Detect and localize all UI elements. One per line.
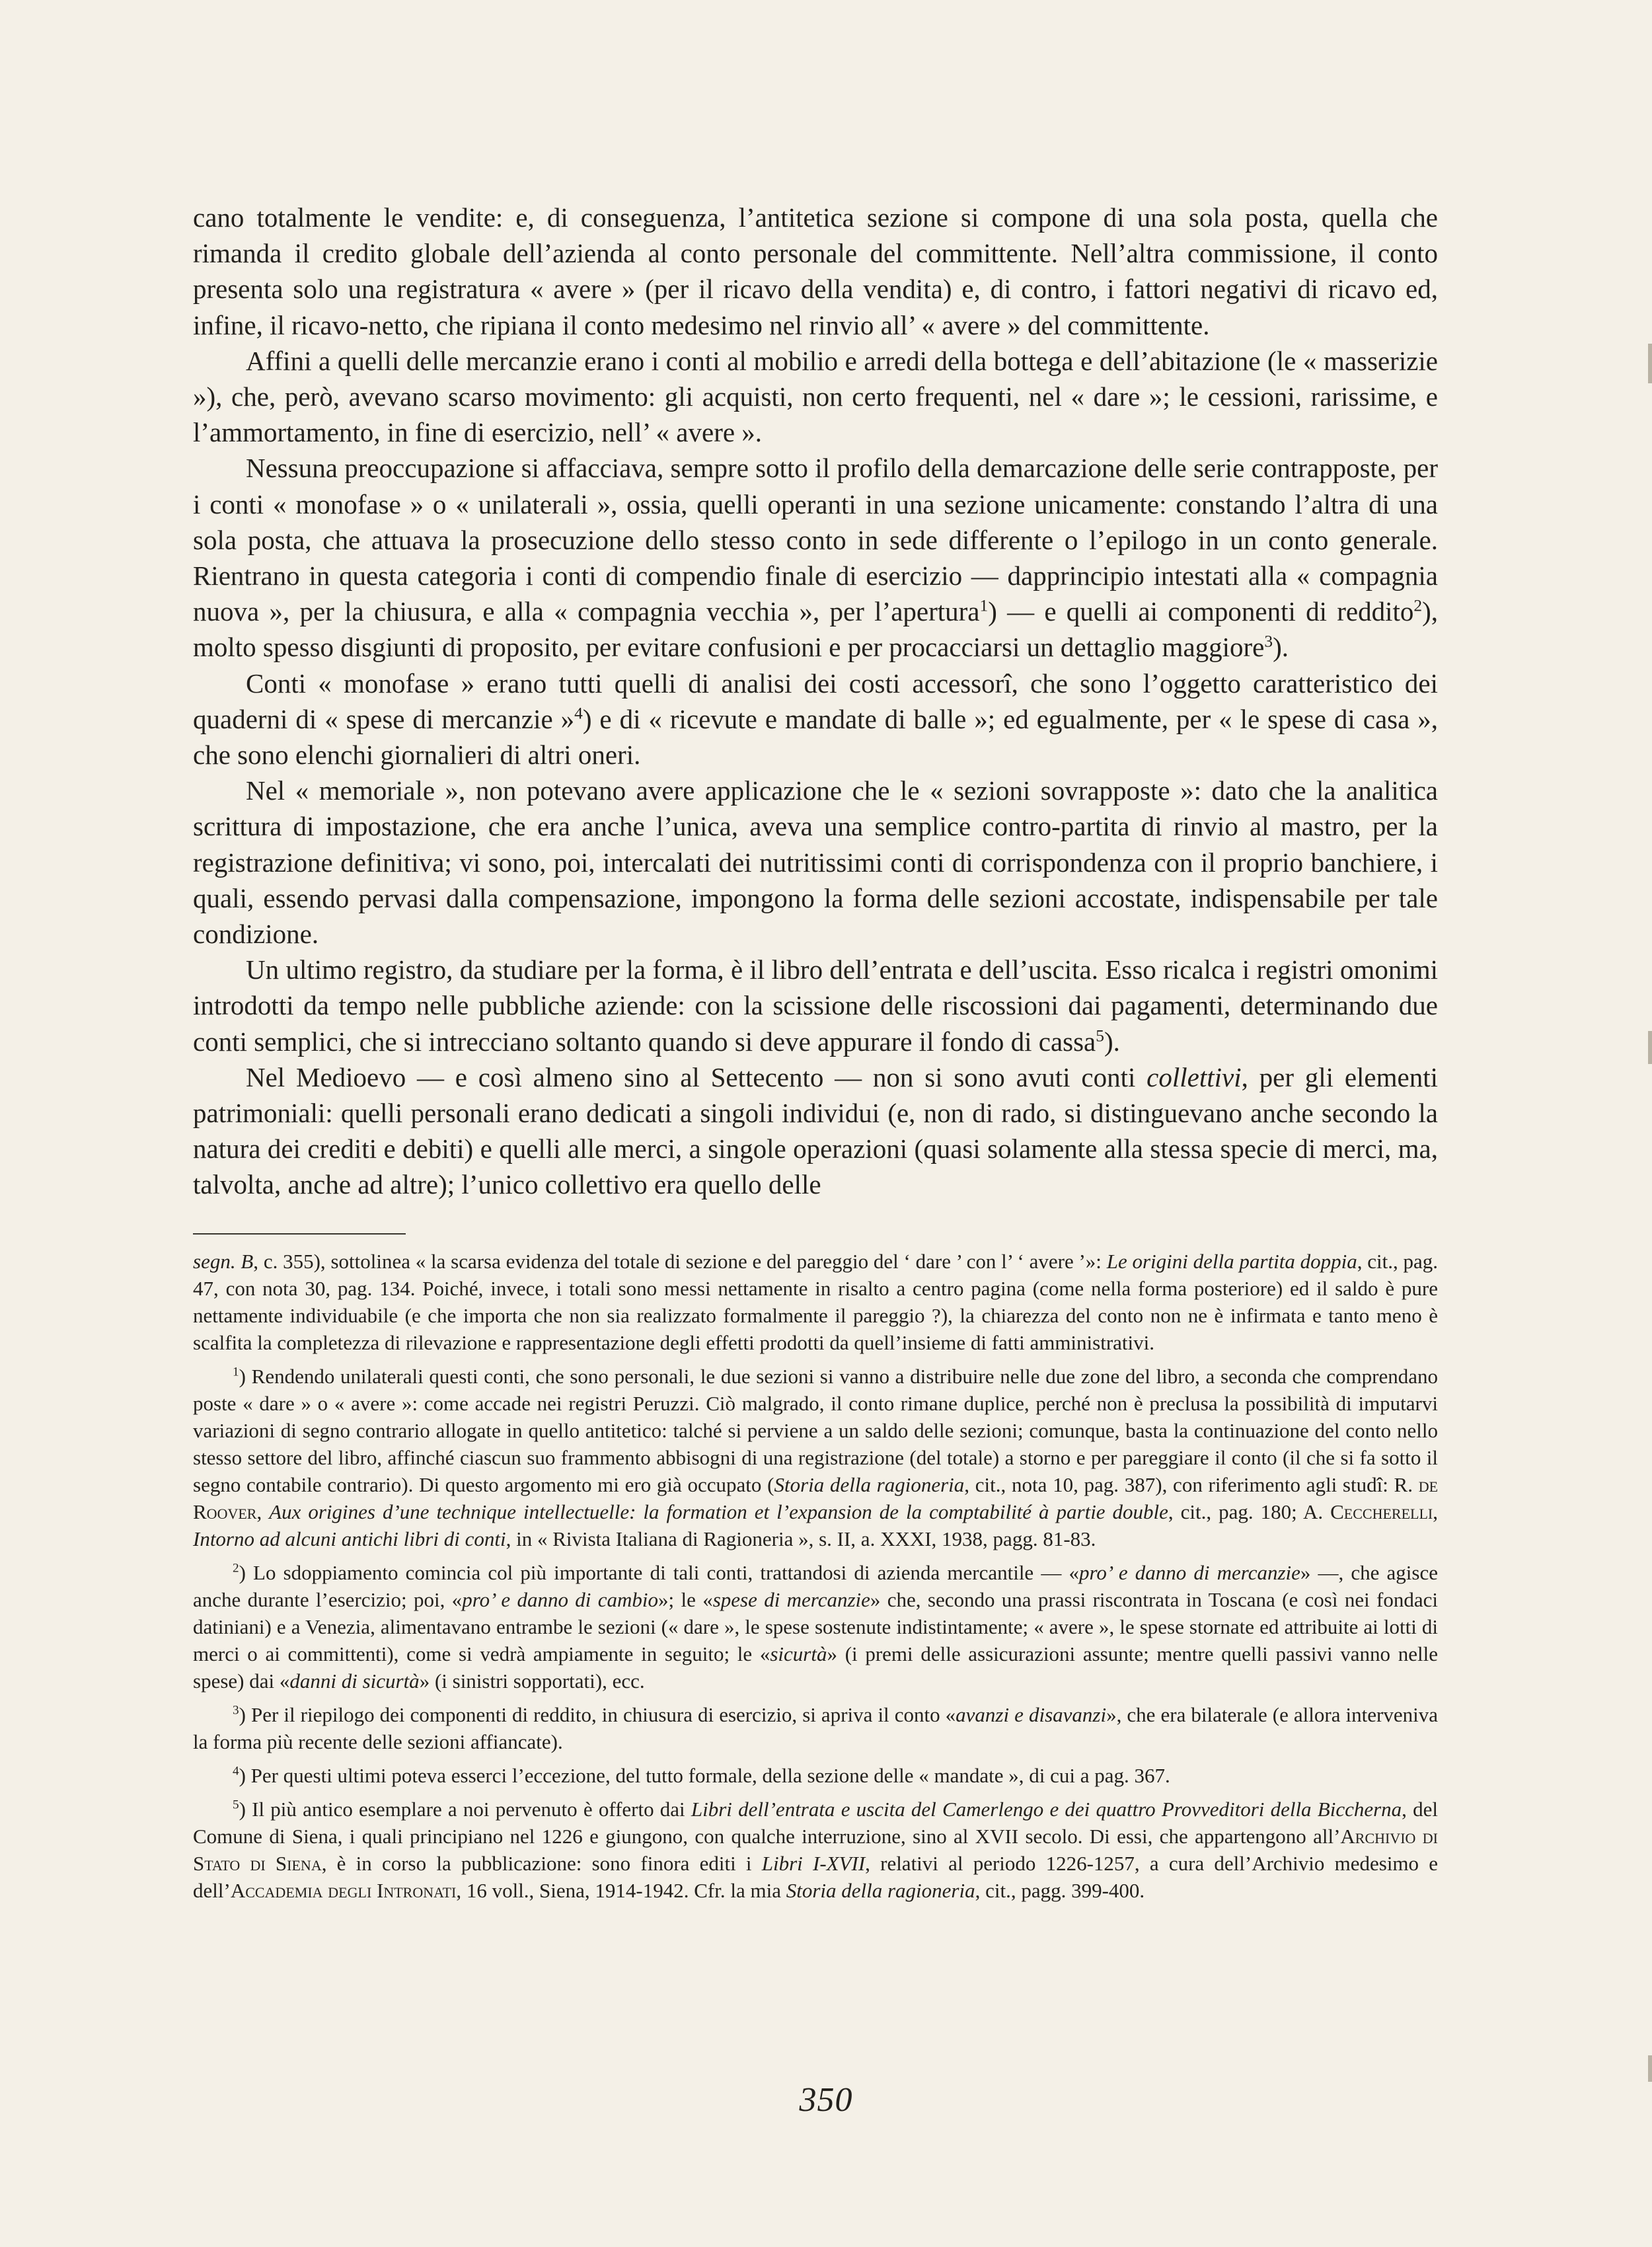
main-text (193, 200, 1438, 1203)
footnote-ref: 5 (1096, 1026, 1104, 1046)
paragraph: Nel « memoriale », non potevano avere applicazione che le « sezioni sovrapposte »: dato che la analitica scrittura di impostazione, che era anche l’unica, aveva una semplice contro-partita di rinvio al mastro, per la registrazione definitiva; vi sono, poi, intercalati dei nutritissimi conti di corrispondenza con il proprio banchiere, i quali, essendo pervasi dalla compensazione, impongono la forma delle sezioni accostate, indispensabile per tale condizione. (193, 775, 1438, 950)
paragraph: Nel Medioevo — e così almeno sino al Settecento — non si sono avuti conti collettivi, per gli elementi patrimoniali: quelli personali erano dedicati a singoli individui (e, non di rado, si distinguevano anche secondo la natura dei crediti e debiti) e quelli alle merci, a singole operazioni (quasi solamente alla stessa specie di merci, ma, talvolta, anche ad altre); l’unico collettivo era quello delle (193, 1061, 1438, 1200)
paragraph: Nessuna preoccupazione si affacciava, sempre sotto il profilo della demarcazione delle serie contrapposte, per i conti « monofase » o « unilaterali », ossia, quelli operanti in una sezione unicamente: constando l’altra di una sola posta, che attuava la prosecuzione dello stesso conto in sede differente o l’epilogo in un conto generale. Rientrano in questa categoria i conti di compendio finale di esercizio — dapprincipio intestati alla « compagnia nuova », per la chiusura, e alla « compagnia vecchia », per l’apertura$^1$) — e quelli ai componenti di reddito$^2$), molto spesso disgiunti di proposito, per evitare confusioni e per procacciarsi un dettaglio maggiore$^3$). (193, 453, 1438, 663)
footnote-number: 1 (233, 1365, 239, 1379)
footnote: segn. B, c. 355), sottolinea « la scarsa evidenza del totale di sezione e del pareggio del ‘ dare ’ con l’ ‘ avere ’»: Le origini della partita doppia, cit., pag. 47, con nota 30, pag. 134. Poiché, invece, i totali sono messi nettamente in risalto a centro pagina (come nella forma posteriore) ed il saldo è pure nettamente individuabile (e che importa che non sia realizzato formalmente il pareggio ?), la chiarezza del conto non ne è infirmata e tanto meno è scalfita la completezza di rilevazione e rappresentazione degli effetti prodotti da quell’insieme di fatti amministrativi. (193, 1250, 1438, 1354)
footnote-ref: 4 (574, 704, 583, 723)
page-edge-mark (1648, 344, 1652, 383)
paragraph: cano totalmente le vendite: e, di conseguenza, l’antitetica sezione si compone di una sola posta, quella che rimanda il credito globale dell’azienda al conto personale del committente. Nell’altra commissione, il conto presenta solo una registratura « avere » (per il ricavo della vendita) e, di contro, i fattori negativi di ricavo ed, infine, il ricavo-netto, che ripiana il conto medesimo nel rinvio all’ « avere » del committente. (193, 202, 1438, 340)
paragraph: Conti « monofase » erano tutti quelli di analisi dei costi accessorî, che sono l’oggetto caratteristico dei quaderni di « spese di mercanzie »$^4$) e di « ricevute e mandate di balle »; ed egualmente, per « le spese di casa », che sono elenchi giornalieri di altri oneri. (193, 667, 1438, 771)
footnote: $^4$) Per questi ultimi poteva esserci l’eccezione, del tutto formale, della sezione delle « mandate », di cui a pag. 367. (233, 1764, 1170, 1787)
page-edge-mark (1648, 1031, 1652, 1064)
paragraph: Un ultimo registro, da studiare per la forma, è il libro dell’entrata e dell’uscita. Esso ricalca i registri omonimi introdotti da tempo nelle pubbliche aziende: con la scissione delle riscossioni dai pagamenti, determinando due conti semplici, che si intrecciano soltanto quando si deve appurare il fondo di cassa$^5$). (193, 954, 1438, 1057)
footnote-ref: 2 (1413, 596, 1423, 615)
page-number: 350 (799, 2081, 853, 2119)
footnote: $^3$) Per il riepilogo dei componenti di reddito, in chiusura di esercizio, si apriva il conto «avanzi e disavanzi», che era bilaterale (e allora interveniva la forma più recente delle sezioni affiancate). (193, 1703, 1438, 1753)
footnote-number: 3 (233, 1703, 239, 1718)
footnotes (193, 1248, 1438, 1911)
footnote: $^5$) Il più antico esemplare a noi pervenuto è offerto dai Libri dell’entrata e uscita del Camerlengo e dei quattro Provveditori della Biccherna, del Comune di Siena, i quali principiano nel 1226 e giungono, con qualche interruzione, sino al XVII secolo. Di essi, che appartengono all’Archivio di Stato di Siena, è in corso la pubblicazione: sono finora editi i Libri I-XVII, relativi al periodo 1226-1257, a cura dell’Archivio medesimo e dell’Accademia degli Intronati, 16 voll., Siena, 1914-1942. Cfr. la mia Storia della ragioneria, cit., pagg. 399-400. (193, 1798, 1439, 1902)
footnote-ref: 1 (979, 596, 989, 615)
footnote-number: 2 (233, 1561, 239, 1576)
paragraph: Affini a quelli delle mercanzie erano i conti al mobilio e arredi della bottega e dell’abitazione (le « masserizie »), che, però, avevano scarso movimento: gli acquisti, non certo frequenti, nel « dare »; le cessioni, rarissime, e l’ammortamento, in fine di esercizio, nell’ « avere ». (193, 345, 1438, 448)
footnote: $^2$) Lo sdoppiamento comincia col più importante di tali conti, trattandosi di azienda mercantile — «pro’ e danno di mercanzie» —, che agisce anche durante l’esercizio; poi, «pro’ e danno di cambio»; le «spese di mercanzie» che, secondo una prassi riscontrata in Toscana (e così nei fondaci datiniani) e a Venezia, alimentavano entrambe le sezioni (« dare », le spese sostenute indistintamente; « avere », le spese stornate ed attribuite ai lotti di merci o ai committenti), come si vedrà ampiamente in seguito; le «sicurtà» (i premi delle assicurazioni assunte; mentre quelli passivi vanno nelle spese) dai «danni di sicurtà» (i sinistri sopportati), ecc. (193, 1561, 1439, 1693)
page-edge-mark (1648, 2055, 1652, 2082)
footnote-ref: 3 (1264, 632, 1273, 651)
footnote: $^1$) Rendendo unilaterali questi conti, che sono personali, le due sezioni si vanno a distribuire nelle due zone del libro, a seconda che comprendano poste « dare » o « avere »: come accade nei registri Peruzzi. Ciò malgrado, il conto rimane duplice, perché non è preclusa la possibilità di imputarvi variazioni di segno contrario allogate in quello antitetico: talché si perviene a un saldo delle sezioni; comunque, basta la continuazione del conto nello stesso settore del libro, affinché ciascun suo frammento abbisogni di una registrazione (del totale) a storno e per pareggiare il conto (il che si fa sotto il segno contabile contrario). Di questo argomento mi ero già occupato (Storia della ragioneria, cit., nota 10, pag. 387), con riferimento agli studî: R. de Roover, Aux origines d’une technique intellectuelle: la formation et l’expansion de la comptabilité à partie double, cit., pag. 180; A. Ceccherelli, Intorno ad alcuni antichi libri di conti, in « Rivista Italiana di Ragioneria », s. II, a. XXXI, 1938, pagg. 81-83. (193, 1365, 1439, 1550)
footnote-divider (193, 1233, 406, 1235)
footnote-number: 4 (233, 1764, 239, 1778)
footnote-number: 5 (233, 1798, 239, 1812)
